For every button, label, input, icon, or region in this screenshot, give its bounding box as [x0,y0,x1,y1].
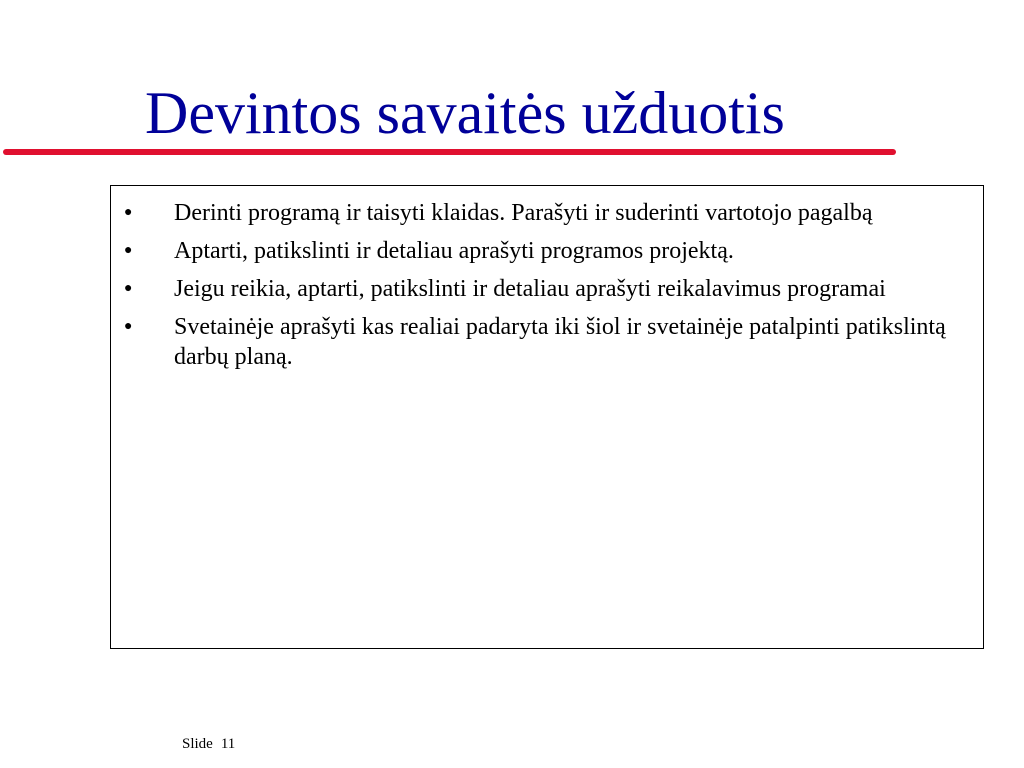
bullet-item [111,274,983,304]
bullet-text: Derinti programą ir taisyti klaidas. Parašyti ir suderinti vartotojo pagalbą [174,200,873,226]
slide-footer [182,736,243,753]
bullet-list [111,198,983,380]
bullet-dot-icon: ● [124,205,133,220]
slide-title: Devintos savaitės užduotis [145,80,785,146]
bullet-item [111,198,983,228]
bullet-text: Aptarti, patikslinti ir detaliau aprašyti programos projektą. [174,238,734,264]
bullet-text: Svetainėje aprašyti kas realiai padaryta iki šiol ir svetainėje patalpinti patikslintą darbų planą. [174,314,946,370]
bullet-item [111,236,983,266]
bullet-dot-icon: ● [124,319,133,334]
slide-footer-label: Slide [182,736,213,752]
bullet-item [111,312,983,372]
slide-number: 11 [220,736,236,752]
title-underline [3,149,896,155]
bullet-dot-icon: ● [124,281,133,296]
content-box [110,185,984,649]
bullet-text: Jeigu reikia, aptarti, patikslinti ir detaliau aprašyti reikalavimus programai [174,276,886,302]
bullet-dot-icon: ● [124,243,133,258]
